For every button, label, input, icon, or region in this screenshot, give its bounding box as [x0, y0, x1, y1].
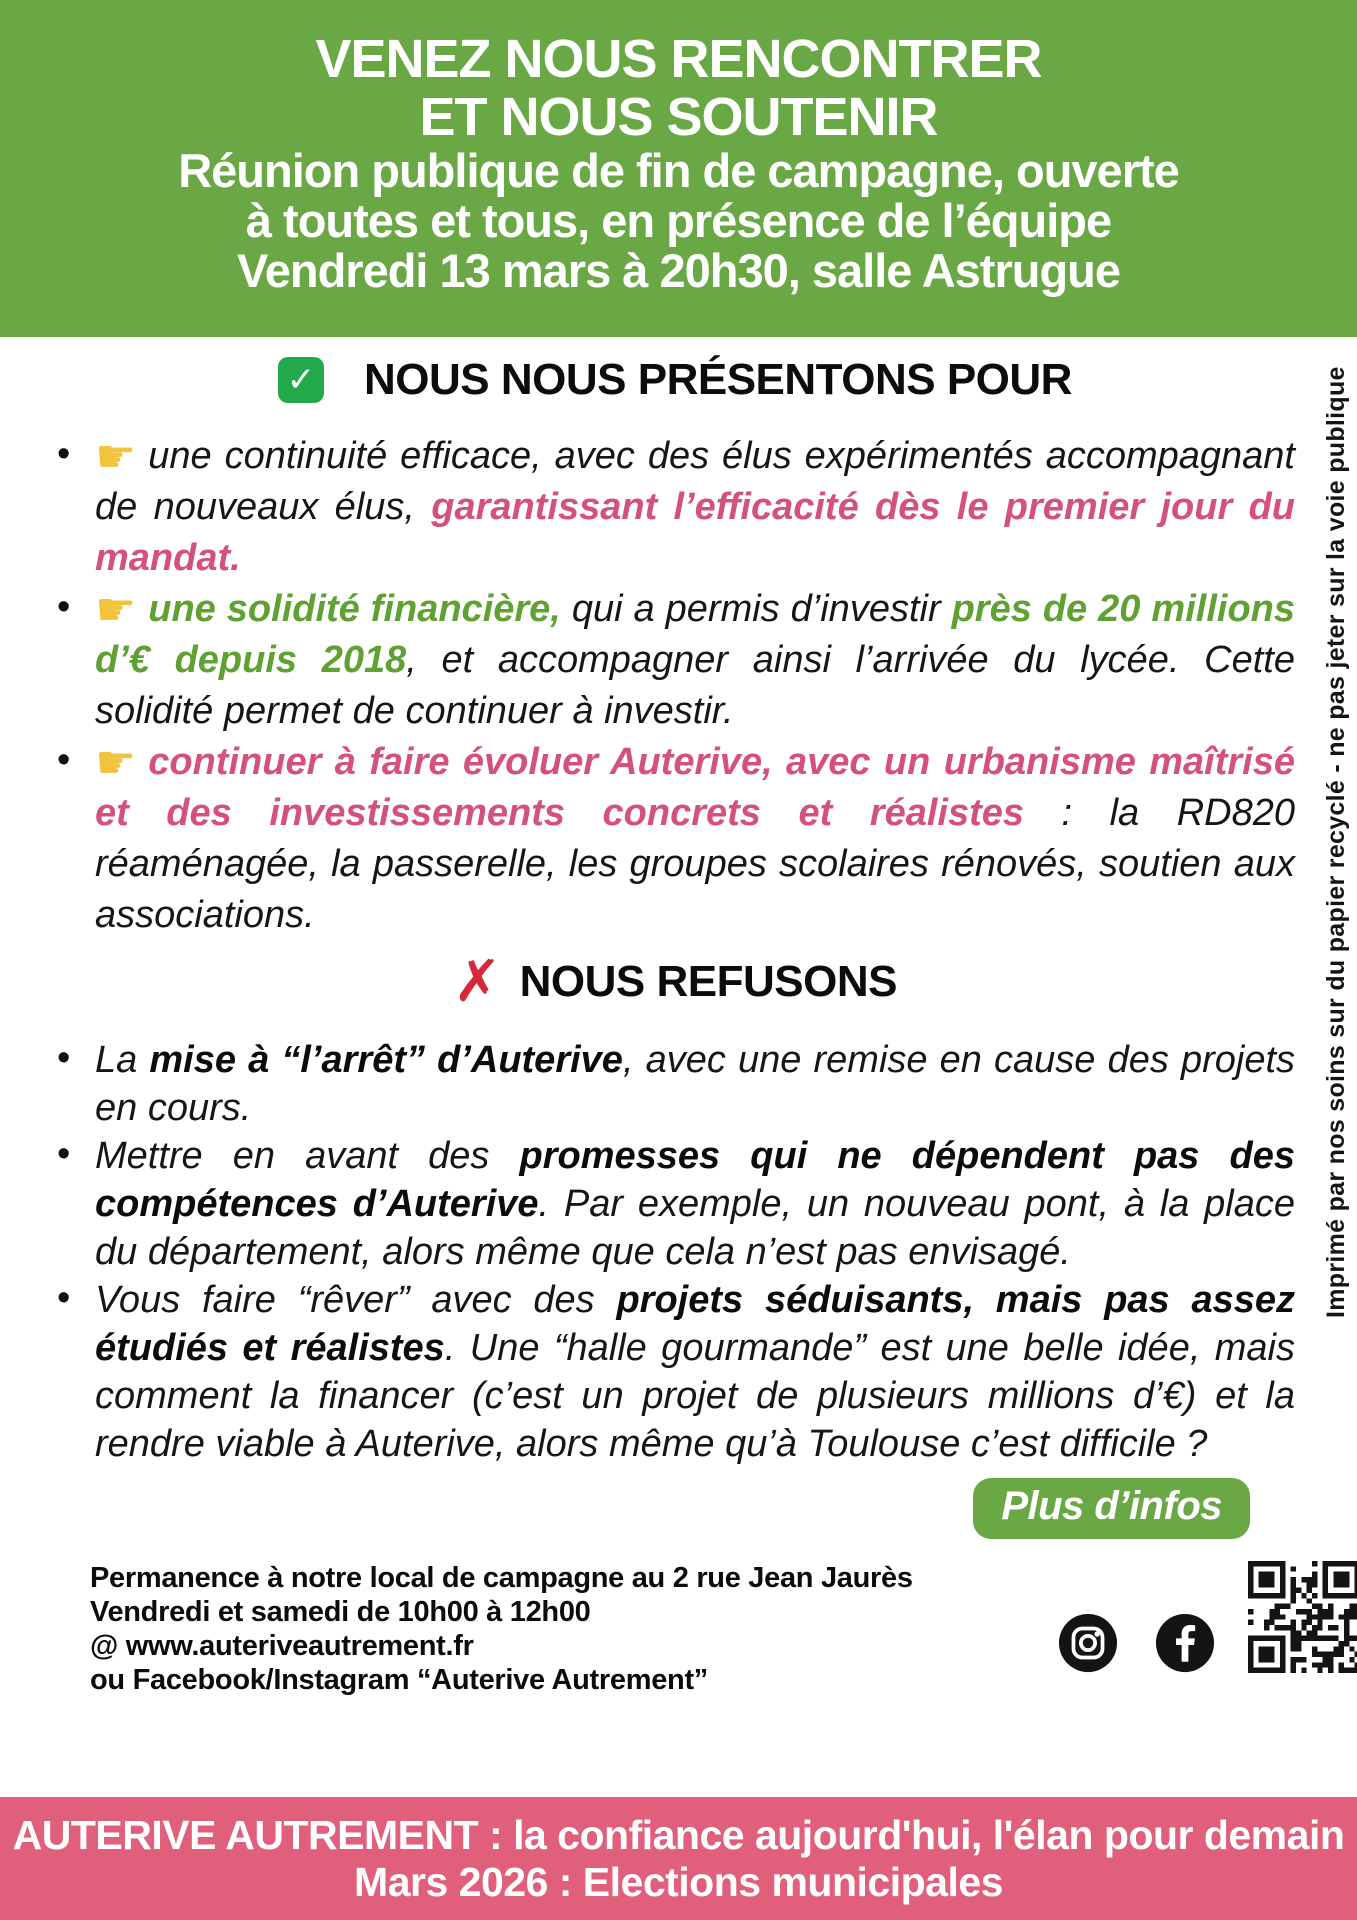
contact-block [90, 1561, 913, 1697]
list-item-text: La mise à “l’arrêt” d’Auterive, avec une remise en cause des projets en cours. [95, 1039, 1296, 1129]
banner-election-date: Mars 2026 : Elections municipales [354, 1858, 1003, 1905]
bullet-icon: • [57, 1277, 71, 1319]
section-heading-refusons [55, 949, 1295, 1014]
bullet-icon: • [57, 586, 71, 628]
infos-button-row [55, 1478, 1250, 1539]
section-heading-pour [55, 355, 1295, 405]
bottom-banner [0, 1797, 1357, 1920]
instagram-icon[interactable] [1058, 1613, 1118, 1673]
header-subtitle-line3: Vendredi 13 mars à 20h30, salle Astrugue [236, 244, 1121, 297]
list-item [55, 431, 1295, 584]
list-item [55, 1276, 1295, 1468]
header-subtitle-line1: Réunion publique de fin de campagne, ouverte [178, 144, 1179, 197]
list-item-text: une solidité financière, qui a permis d’investir près de 20 millions d’€ depuis 2018, et accompagner ainsi l’arrivée du lycée. Cette solidité permet de continuer à investir. [95, 588, 1295, 732]
bullet-icon: • [57, 433, 71, 475]
check-icon [278, 357, 324, 403]
list-item [55, 1132, 1295, 1276]
more-info-button[interactable]: Plus d’infos [973, 1478, 1250, 1539]
pointing-finger-icon: ☛ [95, 430, 137, 482]
print-legal-note: Imprimé par nos soins sur du papier recyclé - ne pas jeter sur la voie publique [1322, 366, 1350, 1318]
section-title-refusons: NOUS REFUSONS [519, 957, 897, 1006]
facebook-icon[interactable] [1155, 1613, 1215, 1673]
header-banner [0, 0, 1357, 337]
list-item [55, 584, 1295, 737]
bullet-icon: • [57, 739, 71, 781]
list-item-text: une continuité efficace, avec des élus expérimentés accompagnant de nouveaux élus, garantissant l’efficacité dès le premier jour du mandat. [95, 435, 1296, 579]
refusons-list [55, 1036, 1295, 1468]
list-item [55, 1036, 1295, 1132]
contact-line-hours: Vendredi et samedi de 10h00 à 12h00 [90, 1596, 591, 1628]
header-title-line1: VENEZ NOUS RENCONTRER [315, 29, 1042, 89]
section-title-pour: NOUS NOUS PRÉSENTONS POUR [364, 355, 1072, 404]
pointing-finger-icon: ☛ [95, 736, 137, 788]
bullet-icon: • [57, 1037, 71, 1079]
banner-slogan: AUTERIVE AUTREMENT : la confiance aujourd'hui, l'élan pour demain [12, 1811, 1345, 1858]
contact-line-address: Permanence à notre local de campagne au 2 rue Jean Jaurès [90, 1562, 913, 1594]
qr-code[interactable] [1248, 1561, 1357, 1673]
list-item-text: Vous faire “rêver” avec des projets séduisants, mais pas assez étudiés et réalistes. Une “halle gourmande” est une belle idée, mais comment la financer (c’est un projet de plusieurs millions d’€) et la rendre viable à Auterive, alors même qu’à Toulouse c’est difficile ? [95, 1279, 1295, 1465]
header-subtitle-line2: à toutes et tous, en présence de l’équipe [245, 194, 1112, 247]
footer-area [55, 1561, 1295, 1711]
header-title-line2: ET NOUS SOUTENIR [419, 87, 938, 147]
pour-list [55, 431, 1295, 941]
list-item [55, 737, 1295, 941]
list-item-text: Mettre en avant des promesses qui ne dépendent pas des compétences d’Auterive. Par exemple, un nouveau pont, à la place du département, alors même que cela n’est pas envisagé. [95, 1135, 1295, 1273]
check-glyph: ✓ [286, 361, 316, 399]
main-content [0, 355, 1357, 1711]
contact-line-website: @ www.auteriveautrement.fr [90, 1630, 474, 1662]
bullet-icon: • [57, 1133, 71, 1175]
cross-icon: ✗ [453, 949, 502, 1014]
contact-line-social: ou Facebook/Instagram “Auterive Autrement” [90, 1664, 709, 1696]
list-item-text: continuer à faire évoluer Auterive, avec un urbanisme maîtrisé et des investissements concrets et réalistes : la RD820 réaménagée, la passerelle, les groupes scolaires rénovés, soutien aux associations. [95, 741, 1296, 936]
pointing-finger-icon: ☛ [95, 583, 137, 635]
